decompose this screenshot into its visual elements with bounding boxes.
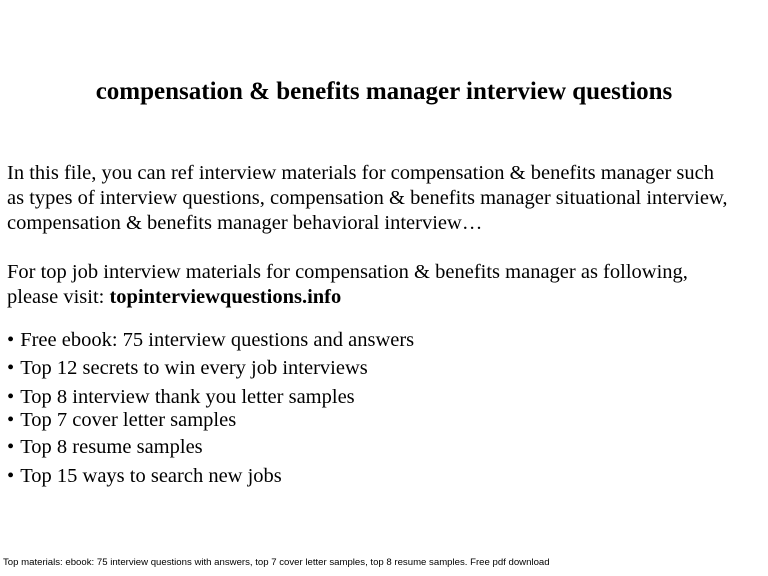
- bullet-icon: •: [7, 409, 15, 431]
- intro-line: as types of interview questions, compensation & benefits manager situational interview,: [7, 187, 728, 209]
- list-item: [7, 408, 236, 433]
- list-item: [7, 464, 282, 489]
- visit-paragraph: [7, 260, 767, 310]
- footer-text: Top materials: ebook: 75 interview questions with answers, top 7 cover letter samples, top 8 resume samples. Free pdf download: [3, 557, 550, 568]
- intro-paragraph: [7, 161, 767, 236]
- bullet-icon: •: [7, 357, 15, 379]
- list-item-text: Free ebook: 75 interview questions and answers: [20, 329, 415, 351]
- list-item: [7, 435, 203, 460]
- list-item-text: Top 15 ways to search new jobs: [20, 465, 282, 487]
- bullet-icon: •: [7, 436, 15, 458]
- website-link[interactable]: topinterviewquestions.info: [109, 286, 342, 308]
- bullet-icon: •: [7, 386, 15, 408]
- list-item-text: Top 8 resume samples: [20, 436, 203, 458]
- list-item: [7, 385, 355, 410]
- visit-line: For top job interview materials for compensation & benefits manager as following,: [7, 261, 688, 283]
- list-item-text: Top 8 interview thank you letter samples: [20, 386, 355, 408]
- list-item-text: Top 12 secrets to win every job interviews: [20, 357, 368, 379]
- intro-line: compensation & benefits manager behavioral interview…: [7, 212, 483, 234]
- slide-title: compensation & benefits manager interview questions: [95, 78, 673, 105]
- bullet-icon: •: [7, 465, 15, 487]
- visit-prefix: please visit:: [7, 286, 110, 308]
- list-item: [7, 328, 414, 353]
- bullet-icon: •: [7, 329, 15, 351]
- intro-line: In this file, you can ref interview materials for compensation & benefits manager such: [7, 162, 715, 184]
- visit-line: [7, 285, 767, 310]
- list-item-text: Top 7 cover letter samples: [20, 409, 237, 431]
- list-item: [7, 356, 368, 381]
